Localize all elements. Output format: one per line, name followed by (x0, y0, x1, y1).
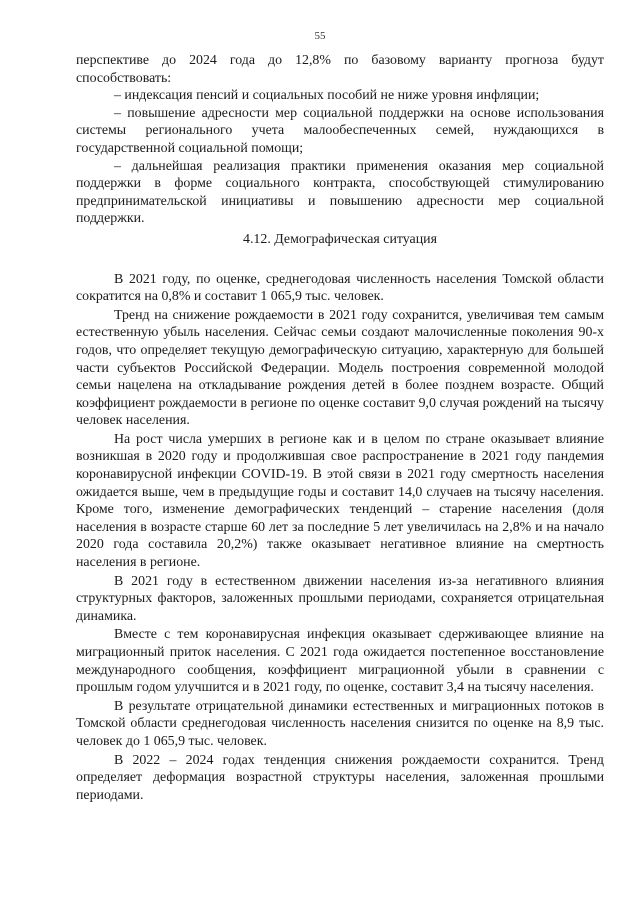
paragraph: В 2021 году в естественном движении населения из-за негативного влияния структурных факторов, заложенных прошлыми периодами, сохраняется отрицательная динамика. (76, 573, 604, 624)
paragraph: перспективе до 2024 года до 12,8% по базовому варианту прогноза будут способствовать: (76, 53, 604, 86)
section-heading: 4.12. Демографическая ситуация (243, 231, 437, 247)
paragraph: Вместе с тем коронавирусная инфекция оказывает сдерживающее влияние на миграционный приток населения. С 2021 года ожидается постепенное восстановление международного сообщения, коэффициент миграционной убыли в сравнении с прошлым годом улучшится и в 2021 году, по оценке, составит 3,4 на тысячу населения. (76, 627, 604, 696)
paragraph: Тренд на снижение рождаемости в 2021 году сохранится, увеличивая тем самым естественную убыль населения. Сейчас семьи создают малочисленные поколения 90-х годов, что определяет текущую демографическую ситуацию, характерную для большей части субъектов Российской Федерации. Модель построения современной молодой семьи нацелена на откладывание рождения детей в более позднем возрасте. Общий коэффициент рождаемости в регионе по оценке составит 9,0 случая рождений на тысячу человек населения. (76, 307, 604, 429)
paragraph: В 2021 году, по оценке, среднегодовая численность населения Томской области сократится на 0,8% и составит 1 065,9 тыс. человек. (76, 271, 604, 305)
page-content (76, 52, 604, 804)
paragraph: На рост числа умерших в регионе как и в целом по стране оказывает влияние возникшая в 2020 году и продолжившая свое распространение в 2021 году пандемия коронавирусной инфекции COVID-19. В этой связи в 2021 году смертность населения ожидается выше, чем в предыдущие годы и составит 14,0 случаев на тысячу населения. Кроме того, изменение демографических тенденций – старение населения (доля населения в возрасте старше 60 лет за последние 5 лет увеличилась на 2,8% и на начало 2020 года составила 20,2%) также оказывает негативное влияние на смертность населения в регионе. (76, 431, 604, 571)
list-item: – повышение адресности мер социальной поддержки на основе использования системы регионального учета малообеспеченных семей, нуждающихся в государственной социальной помощи; (76, 105, 604, 156)
page-number: 55 (314, 30, 326, 42)
list-item: – дальнейшая реализация практики применения оказания мер социальной поддержки в форме социального контракта, способствующей стимулированию предпринимательской инициативы и повышению адресности мер социальной поддержки. (76, 158, 604, 227)
list-item: – индексация пенсий и социальных пособий не ниже уровня инфляции; (114, 88, 540, 104)
paragraph: В 2022 – 2024 годах тенденция снижения рождаемости сохранится. Тренд определяет деформация возрастной структуры населения, заложенная прошлыми периодами. (76, 752, 604, 803)
paragraph: В результате отрицательной динамики естественных и миграционных потоков в Томской области среднегодовая численность населения снизится по оценке на 8,9 тыс. человек до 1 065,9 тыс. человек. (76, 698, 604, 749)
